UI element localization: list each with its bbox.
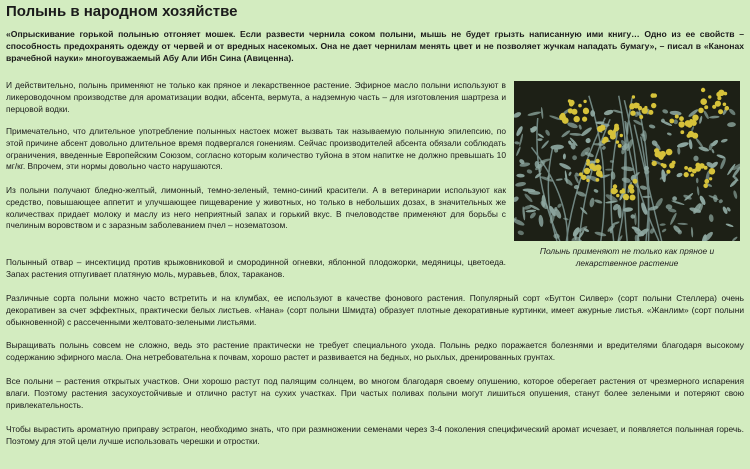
paragraph-1: И действительно, полынь применяют не только как пряное и лекарственное растение. Эфирное масло полыни используют в ликероводочном производстве для ароматизации водки, абсента, вермута, а надземную часть – для изготовления шартреза и перцовой водки.: [6, 80, 506, 114]
paragraph-5: Различные сорта полыни можно часто встретить и на клумбах, ее используют в качестве фонового растения. Популярный сорт «Бугтон Силвер» (сорт полыни Стеллера) очень декоративен за счет эффектных, практически белых листьев. «Нана» (сорт полыни Шмидта) образует плотные декоративные куртинки, имеет ажурные листья. «Жанлим» (сорт полыни обыкновенной) с рассеченными желтовато-зелеными листьями.: [6, 293, 744, 327]
wormwood-plant-image: [514, 81, 740, 241]
page-title: Полынь в народном хозяйстве: [6, 3, 238, 20]
lead-quote: «Опрыскивание горькой полынью отгоняет мошек. Если развести чернила соком полыни, мышь не будет грызть написанную ими книгу… Одно из ее свойств – способность предохранять одежду от червей и от вредных насекомых. Она не дает чернилам менять цвет и не позволяет жучкам нападать бумагу», – писал в «Канонах врачебной науки» многоуважаемый Абу Али Ибн Сина (Авиценна).: [6, 29, 744, 64]
paragraph-2: Примечательно, что длительное употребление полынных настоек может вызвать так называемую полынную эпилепсию, по этой причине абсент довольно длительное время подвергался гонениям. Сейчас производителей абсента обязали соблюдать ограничения, введенные Европейским Союзом, согласно которым количество туйона в этом напитке не должно превышать 10 мг/кг. Впрочем, эти нормы довольно часто нарушаются.: [6, 126, 506, 172]
wormwood-photo: [514, 81, 740, 241]
paragraph-8: Чтобы вырастить ароматную приправу эстрагон, необходимо знать, что при размножении семенами через 3-4 поколения специфический аромат исчезает, и появляется полынная горечь. Поэтому для этой цели лучше использовать черешки и отростки.: [6, 424, 744, 446]
paragraph-4: Полынный отвар – инсектицид против крыжовниковой и смородинной огневки, яблонной плодожорки, медяницы, цветоеда. Запах растения отпугивает платяную моль, муравьев, блох, тараканов.: [6, 257, 506, 279]
paragraph-7: Все полыни – растения открытых участков. Они хорошо растут под палящим солнцем, во многом благодаря своему опушению, которое оберегает растения от чрезмерного испарения влаги. Поэтому растения засухоустойчивые и отлично растут на сухих участках. При частых поливах полыни могут лишиться опушения, станут более зелеными и потеряют свою привлекательность.: [6, 376, 744, 410]
paragraph-6: Выращивать полынь совсем не сложно, ведь это растение практически не требует специального ухода. Полынь редко поражается болезнями и вредителями благодаря высокому содержанию эфирного масла. Она нетребовательна к почвам, хорошо растет и развивается на бедных, но рыхлых, дренированных грунтах.: [6, 340, 744, 362]
photo-caption: Полынь применяют не только как пряное и лекарственное растение: [539, 246, 715, 268]
paragraph-3: Из полыни получают бледно-желтый, лимонный, темно-зеленый, темно-синий красители. А в ветеринарии используют как средство, повышающее аппетит и улучшающее пищеварение у животных, но только в небольших дозах, в значительных же количествах придает молоку и маслу из него неприятный запах и горький вкус. В пчеловодстве применяют для борьбы с пчелиным воровством и с заразным заболеванием пчел – нозематозом.: [6, 185, 506, 231]
